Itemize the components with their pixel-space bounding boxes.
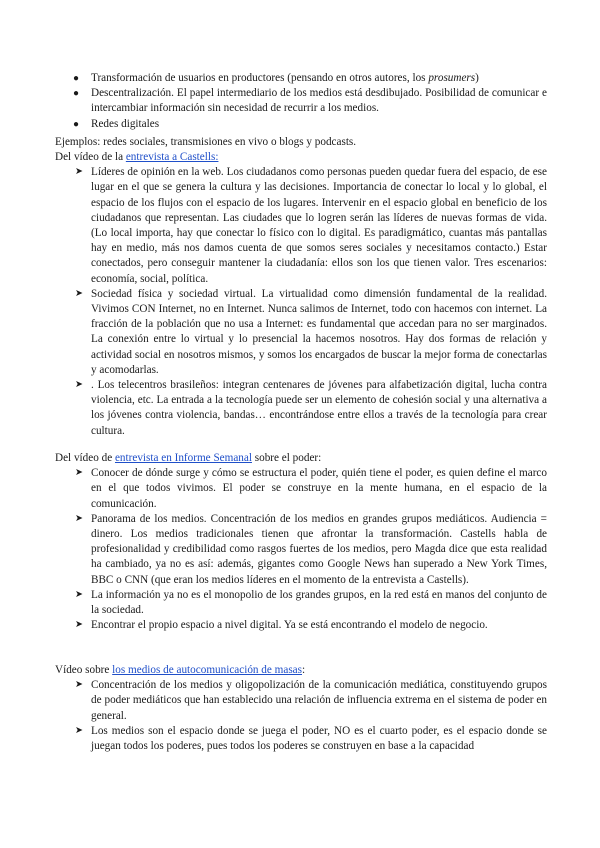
- section-heading-text: Del vídeo de: [55, 452, 115, 464]
- list-item: [55, 71, 547, 86]
- arrow-bullet-icon: ➤: [75, 468, 83, 479]
- section-heading-text: :: [302, 664, 306, 676]
- list-item: [55, 378, 547, 439]
- section-heading: [55, 663, 547, 678]
- examples-text: Ejemplos: redes sociales, transmisiones en vivo o blogs y podcasts.: [55, 136, 357, 148]
- list-item-text: Concentración de los medios y oligopolización de la comunicación mediática, constituyendo grupos de poder mediáticos que han establecido una relación de influencia extrema en el sistema de poder en general.: [91, 679, 547, 722]
- arrow-bullet-icon: ➤: [75, 513, 83, 524]
- list-item-text: Descentralización. El papel intermediario de los medios está desdibujado. Posibilidad de comunicar e intercambiar información sin necesidad de recurrir a los medios.: [91, 87, 547, 115]
- section-autocomunicacion: [55, 663, 547, 754]
- arrow-bullet-icon: ➤: [75, 288, 83, 299]
- list-item: [55, 165, 547, 287]
- arrow-bullet-icon: ➤: [75, 167, 83, 178]
- informe-semanal-link[interactable]: entrevista en Informe Semanal: [114, 452, 252, 464]
- bullet-icon: ●: [73, 73, 80, 84]
- list-item-text: Redes digitales: [91, 117, 160, 130]
- list-item: [55, 678, 547, 724]
- arrow-bullet-icon: ➤: [75, 620, 83, 631]
- section-heading-text: Del vídeo de la: [55, 151, 126, 163]
- list-item-text: Transformación de usuarios en productores (pensando en otros autores, los: [91, 72, 429, 84]
- list-item: [55, 466, 547, 512]
- list-item: [55, 512, 547, 588]
- list-item-text: ): [475, 72, 479, 84]
- bullet-icon: ●: [73, 118, 80, 130]
- section-heading: [55, 451, 547, 466]
- section-informe-semanal: [55, 451, 547, 633]
- list-item-text: La información ya no es el monopolio de los grandes grupos, en la red está en manos del conjunto de la sociedad.: [91, 588, 547, 617]
- castells-interview-link[interactable]: entrevista a Castells:: [125, 151, 219, 163]
- list-item-text: . Los telecentros brasileños: integran centenares de jóvenes para alfabetización digital, lucha contra violencia, etc. La entrada a la tecnología puede ser un elemento de cohesión social y una alternativa a los jóvenes contra violencia, bandas… encontrándose entre ellos a través de la tecnología para crear cultura.: [91, 379, 547, 437]
- autocomunicacion-link[interactable]: los medios de autocomunicación de masas: [112, 664, 302, 676]
- list-item: [55, 117, 547, 132]
- list-item-text: Líderes de opinión en la web. Los ciudadanos como personas pueden quedar fuera del espacio, de ese lugar en el que se genera la cultura y las decisiones. Importancia de conectar lo local y lo global, el espacio de los flujos con el espacio de los lugares. Intervenir en el espacio global en beneficio de los ciudadanos que representan. Las ciudades que lo logren serán las líderes de nuevas formas de vida. (Lo local importa, hay que conectar lo físico con lo digital. Es paradigmático, cuantas más pantallas hay en medio, más nos damos cuenta de que somos seres sociales y necesitamos contacto.) Estar conectados, pero conseguir mantener la ciudadanía: ellos son los que tienen valor. Tres escenarios: economía, social, política.: [91, 166, 547, 285]
- arrow-bullet-icon: ➤: [75, 589, 83, 600]
- section-heading-text: Vídeo sobre: [55, 664, 113, 676]
- list-item: [55, 588, 547, 618]
- section-heading-text: sobre el poder:: [251, 452, 322, 464]
- bullet-icon: ●: [73, 88, 80, 100]
- emphasis-term: prosumers: [428, 72, 476, 84]
- list-item: [55, 618, 547, 633]
- section-heading: [55, 150, 547, 165]
- arrow-bullet-icon: ➤: [75, 380, 83, 391]
- arrow-bullet-icon: ➤: [75, 725, 83, 736]
- list-item-text: Panorama de los medios. Concentración de los medios en grandes grupos mediáticos. Audiencia = dinero. Los medios tradicionales tienen que afrontar la transformación. Castells habla de profesionalidad y credibilidad como rasgos fuertes de los medios, pero Magda dice que esta realidad ha cambiado, ya no es así: además, gigantes como Google News han superado a New York Times, BBC o CNN (que eran los medios líderes en el momento de la entrevista a Castells).: [91, 512, 547, 586]
- list-item: [55, 287, 547, 378]
- list-item-text: Encontrar el propio espacio a nivel digital. Ya se está encontrando el modelo de negocio.: [91, 619, 488, 632]
- list-item: [55, 724, 547, 754]
- arrow-bullet-icon: ➤: [75, 680, 83, 691]
- list-item-text: Conocer de dónde surge y cómo se estructura el poder, quién tiene el poder, es quien define el marco en el que todos vivimos. El poder se construye en la mente humana, en el espacio de la comunicación.: [91, 467, 547, 510]
- section-castells-interview: [55, 150, 547, 439]
- examples-line: [55, 135, 547, 150]
- intro-bullet-list: [55, 71, 547, 132]
- list-item-text: Sociedad física y sociedad virtual. La virtualidad como dimensión fundamental de la realidad. Vivimos CON Internet, no en Internet. Nunca salimos de Internet, todo con hacemos con internet. La fracción de la población que no usa a Internet: es fundamental que accedan para no ser marginados. La conexión entre lo virtual y lo presencial la hacemos nosotros. Hay dos formas de relación y actividad social en nosotros mismos, y somos los encargados de buscar la mejor forma de conectarlas y acomodarlas.: [91, 287, 547, 376]
- list-item: [55, 86, 547, 116]
- list-item-text: Los medios son el espacio donde se juega el poder, NO es el cuarto poder, es el espacio donde se juegan todos los poderes, pues todos los poderes se construyen en base a la capacidad: [91, 724, 547, 753]
